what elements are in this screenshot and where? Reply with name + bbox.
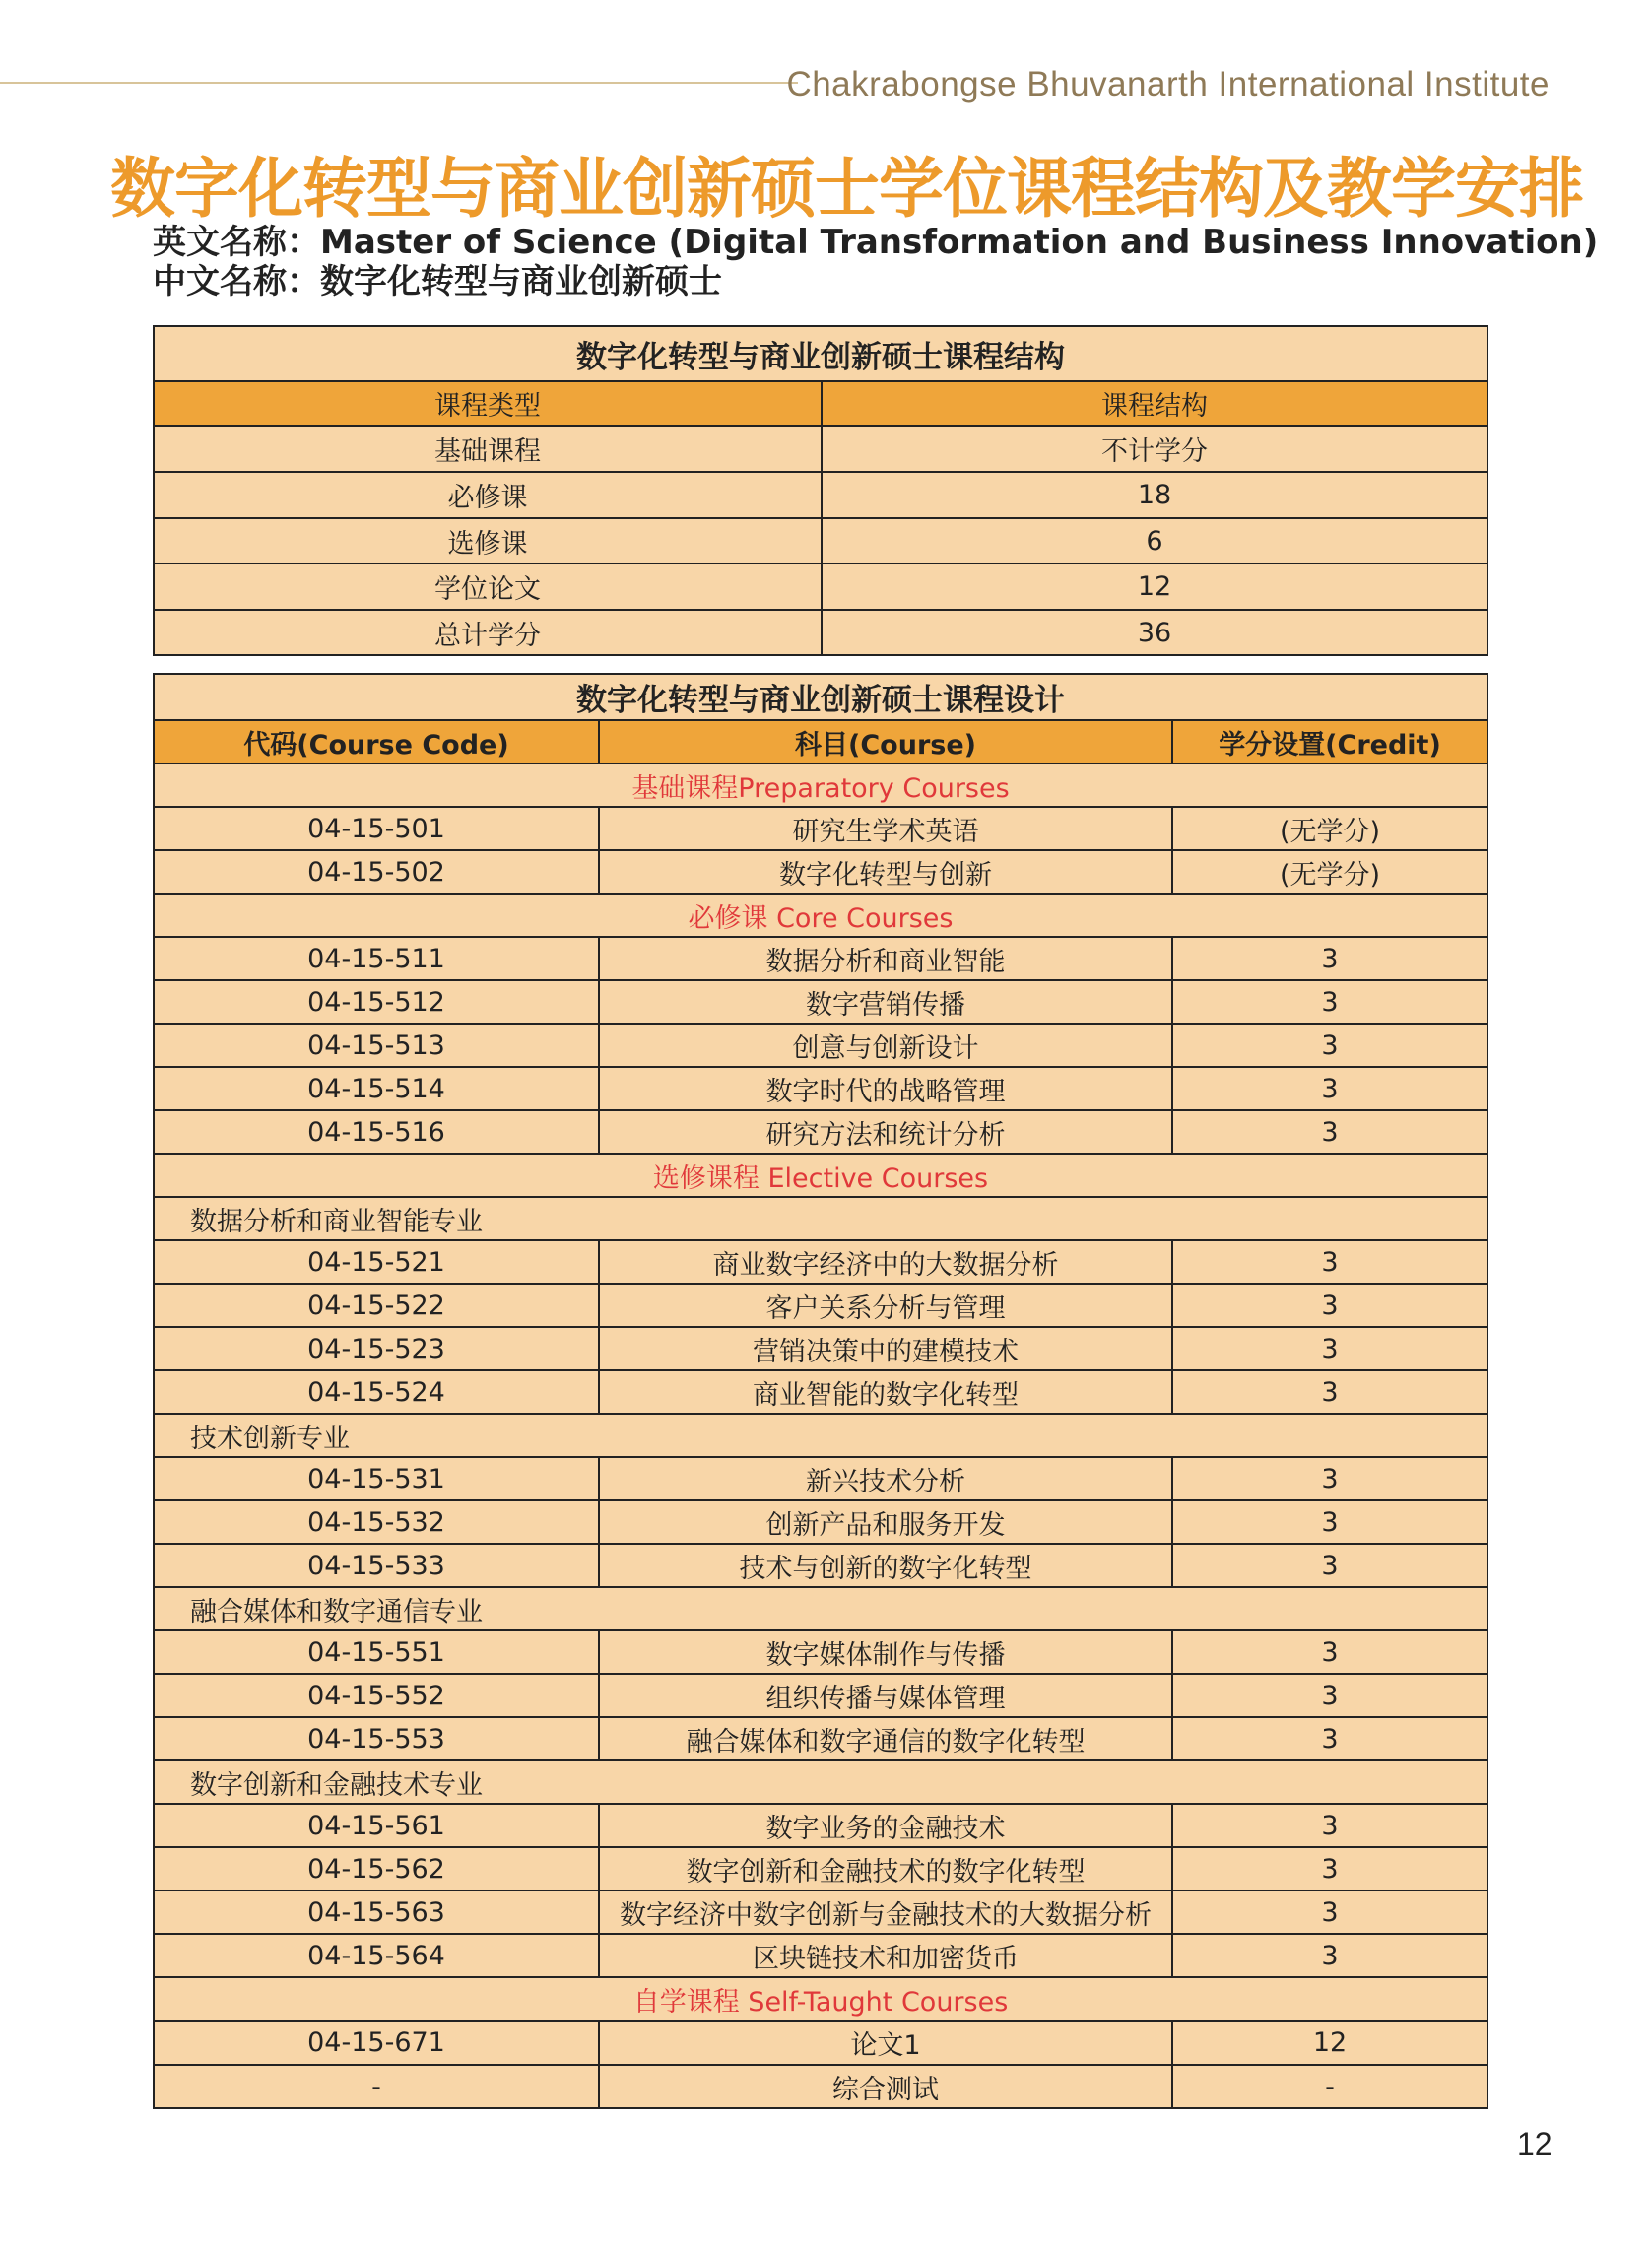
course-structure-table [153, 325, 1488, 656]
course-credit: 3 [1172, 1804, 1487, 1847]
course-name: 组织传播与媒体管理 [599, 1674, 1172, 1717]
column-header: 课程类型 [154, 381, 822, 426]
course-name: 数字化转型与创新 [599, 850, 1172, 894]
course-name: 论文1 [599, 2021, 1172, 2065]
column-header: 代码(Course Code) [154, 720, 599, 763]
table-row [154, 426, 1487, 472]
table-row [154, 610, 1487, 655]
course-code: 04-15-522 [154, 1284, 599, 1327]
course-credit: 3 [1172, 1370, 1487, 1414]
section-heading: 基础课程Preparatory Courses [154, 763, 1487, 807]
table-row [154, 1717, 1487, 1760]
course-code: 04-15-671 [154, 2021, 599, 2065]
course-code: 04-15-532 [154, 1500, 599, 1544]
course-code: 04-15-524 [154, 1370, 599, 1414]
column-header: 学分设置(Credit) [1172, 720, 1487, 763]
structure-value-cell: 18 [822, 472, 1487, 518]
course-name: 营销决策中的建模技术 [599, 1327, 1172, 1370]
course-credit: 3 [1172, 1327, 1487, 1370]
course-credit: 3 [1172, 1024, 1487, 1067]
course-code: 04-15-513 [154, 1024, 599, 1067]
course-code: 04-15-502 [154, 850, 599, 894]
page-number: 12 [1517, 2126, 1553, 2161]
course-code: 04-15-501 [154, 807, 599, 850]
course-name: 数字时代的战略管理 [599, 1067, 1172, 1110]
course-code: 04-15-516 [154, 1110, 599, 1154]
table-row [154, 980, 1487, 1024]
course-name: 数字创新和金融技术的数字化转型 [599, 1847, 1172, 1890]
table-row [154, 2021, 1487, 2065]
course-name: 综合测试 [599, 2065, 1172, 2108]
course-name: 研究生学术英语 [599, 807, 1172, 850]
table-row [154, 1110, 1487, 1154]
table-row [154, 1890, 1487, 1934]
course-credit: 3 [1172, 980, 1487, 1024]
structure-table-title: 数字化转型与商业创新硕士课程结构 [154, 326, 1487, 381]
course-credit: 3 [1172, 1847, 1487, 1890]
course-code: 04-15-553 [154, 1717, 599, 1760]
specialization-heading: 数字创新和金融技术专业 [154, 1760, 1487, 1804]
course-design-table [153, 673, 1488, 2109]
course-credit: 3 [1172, 1630, 1487, 1674]
table-row [154, 472, 1487, 518]
course-credit: - [1172, 2065, 1487, 2108]
course-credit: 3 [1172, 1544, 1487, 1587]
course-name: 数字营销传播 [599, 980, 1172, 1024]
course-name: 区块链技术和加密货币 [599, 1934, 1172, 1977]
course-name: 商业智能的数字化转型 [599, 1370, 1172, 1414]
course-name: 新兴技术分析 [599, 1457, 1172, 1500]
course-name: 数字业务的金融技术 [599, 1804, 1172, 1847]
english-name-line: 英文名称：Master of Science (Digital Transformation and Business Innovation) [153, 223, 1599, 262]
column-header: 科目(Course) [599, 720, 1172, 763]
course-name: 技术与创新的数字化转型 [599, 1544, 1172, 1587]
table-row [154, 1804, 1487, 1847]
table-row [154, 2065, 1487, 2108]
table-row [154, 1544, 1487, 1587]
course-credit: 12 [1172, 2021, 1487, 2065]
chinese-name-line: 中文名称：数字化转型与商业创新硕士 [153, 262, 722, 301]
specialization-heading: 技术创新专业 [154, 1414, 1487, 1457]
course-name: 创意与创新设计 [599, 1024, 1172, 1067]
course-name: 创新产品和服务开发 [599, 1500, 1172, 1544]
table-row [154, 1327, 1487, 1370]
course-code: 04-15-531 [154, 1457, 599, 1500]
course-code: 04-15-562 [154, 1847, 599, 1890]
course-credit: 3 [1172, 937, 1487, 980]
specialization-heading: 数据分析和商业智能专业 [154, 1197, 1487, 1240]
course-credit: 3 [1172, 1717, 1487, 1760]
section-heading: 必修课 Core Courses [154, 894, 1487, 937]
structure-value-cell: 36 [822, 610, 1487, 655]
course-type-cell: 总计学分 [154, 610, 822, 655]
section-heading: 自学课程 Self-Taught Courses [154, 1977, 1487, 2021]
course-code: 04-15-563 [154, 1890, 599, 1934]
course-credit: 3 [1172, 1890, 1487, 1934]
design-table-title: 数字化转型与商业创新硕士课程设计 [154, 674, 1487, 720]
course-code: 04-15-564 [154, 1934, 599, 1977]
course-name: 商业数字经济中的大数据分析 [599, 1240, 1172, 1284]
table-row [154, 564, 1487, 610]
table-row [154, 1370, 1487, 1414]
course-credit: 3 [1172, 1457, 1487, 1500]
course-code: 04-15-512 [154, 980, 599, 1024]
column-header: 课程结构 [822, 381, 1487, 426]
table-row [154, 1934, 1487, 1977]
structure-value-cell: 12 [822, 564, 1487, 610]
course-credit: 3 [1172, 1284, 1487, 1327]
course-credit: 3 [1172, 1067, 1487, 1110]
section-heading: 选修课程 Elective Courses [154, 1154, 1487, 1197]
course-name: 客户关系分析与管理 [599, 1284, 1172, 1327]
course-code: 04-15-552 [154, 1674, 599, 1717]
course-code: 04-15-514 [154, 1067, 599, 1110]
table-row [154, 1674, 1487, 1717]
course-code: 04-15-551 [154, 1630, 599, 1674]
course-credit: (无学分) [1172, 850, 1487, 894]
course-type-cell: 选修课 [154, 518, 822, 564]
table-row [154, 1500, 1487, 1544]
table-row [154, 850, 1487, 894]
course-type-cell: 学位论文 [154, 564, 822, 610]
course-credit: 3 [1172, 1934, 1487, 1977]
course-code: 04-15-533 [154, 1544, 599, 1587]
course-code: 04-15-561 [154, 1804, 599, 1847]
table-row [154, 937, 1487, 980]
specialization-heading: 融合媒体和数字通信专业 [154, 1587, 1487, 1630]
course-code: 04-15-511 [154, 937, 599, 980]
structure-value-cell: 不计学分 [822, 426, 1487, 472]
structure-value-cell: 6 [822, 518, 1487, 564]
course-name: 融合媒体和数字通信的数字化转型 [599, 1717, 1172, 1760]
course-name: 数字经济中数字创新与金融技术的大数据分析 [599, 1890, 1172, 1934]
course-name: 数据分析和商业智能 [599, 937, 1172, 980]
course-code: 04-15-521 [154, 1240, 599, 1284]
table-row [154, 1240, 1487, 1284]
table-row [154, 518, 1487, 564]
course-credit: 3 [1172, 1500, 1487, 1544]
table-row [154, 1284, 1487, 1327]
institute-name: Chakrabongse Bhuvanarth International Institute [786, 65, 1550, 103]
course-credit: 3 [1172, 1240, 1487, 1284]
course-code: - [154, 2065, 599, 2108]
table-row [154, 1067, 1487, 1110]
course-name: 数字媒体制作与传播 [599, 1630, 1172, 1674]
course-type-cell: 必修课 [154, 472, 822, 518]
table-row [154, 1024, 1487, 1067]
table-row [154, 1847, 1487, 1890]
course-name: 研究方法和统计分析 [599, 1110, 1172, 1154]
course-type-cell: 基础课程 [154, 426, 822, 472]
course-credit: 3 [1172, 1674, 1487, 1717]
page-title: 数字化转型与商业创新硕士学位课程结构及教学安排 [110, 151, 1583, 227]
course-code: 04-15-523 [154, 1327, 599, 1370]
course-credit: 3 [1172, 1110, 1487, 1154]
table-row [154, 1457, 1487, 1500]
course-credit: (无学分) [1172, 807, 1487, 850]
table-row [154, 807, 1487, 850]
table-row [154, 1630, 1487, 1674]
header-rule [0, 82, 798, 84]
